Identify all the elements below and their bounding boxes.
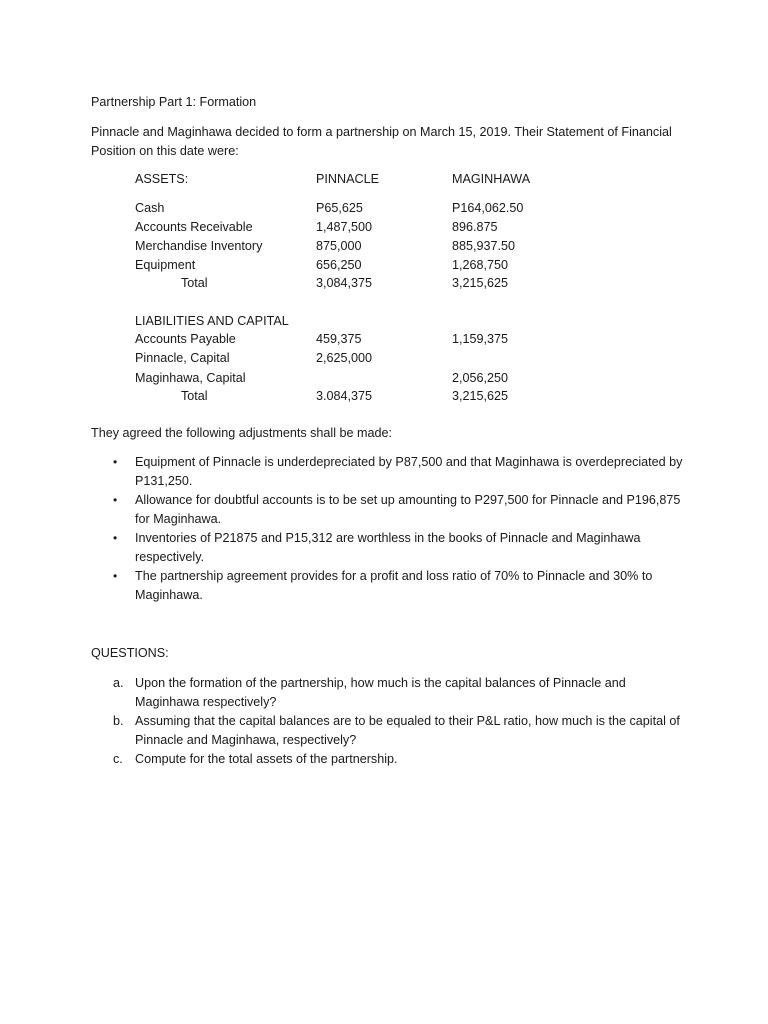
- asset-pinnacle-value: 875,000: [316, 239, 362, 253]
- adjustment-text: Allowance for doubtful accounts is to be set up amounting to P297,500 for Pinnacle and P196,875 for Maginhawa.: [135, 493, 681, 526]
- list-item: [91, 453, 691, 491]
- bullet-icon: •: [113, 493, 118, 507]
- asset-maginhawa-value: 1,268,750: [452, 258, 509, 272]
- asset-label: Merchandise Inventory: [135, 239, 263, 253]
- list-item: [91, 567, 691, 605]
- question-text: Assuming that the capital balances are to be equaled to their P&L ratio, how much is the capital of Pinnacle and Maginhawa, respectively?: [135, 714, 680, 747]
- liabilities-total-label: Total: [181, 389, 208, 403]
- liability-label: Accounts Payable: [135, 332, 236, 346]
- liability-pinnacle-value: 459,375: [316, 332, 362, 346]
- assets-header: ASSETS:: [135, 172, 189, 186]
- question-text: Upon the formation of the partnership, how much is the capital balances of Pinnacle and Maginhawa respectively?: [135, 676, 626, 709]
- asset-maginhawa-value: 885,937.50: [452, 239, 516, 253]
- question-marker: a.: [113, 676, 124, 690]
- adjustment-text: Equipment of Pinnacle is underdepreciated by P87,500 and that Maginhawa is overdepreciated by P131,250.: [135, 455, 683, 488]
- asset-pinnacle-value: P65,625: [316, 201, 363, 215]
- question-marker: c.: [113, 752, 123, 766]
- questions-list: [91, 674, 691, 769]
- list-item: [91, 750, 691, 769]
- list-item: [91, 712, 691, 750]
- liabilities-total-maginhawa: 3,215,625: [452, 389, 509, 403]
- liabilities-total-pinnacle: 3.084,375: [316, 389, 373, 403]
- question-marker: b.: [113, 714, 124, 728]
- pinnacle-header: PINNACLE: [316, 172, 379, 186]
- assets-total-pinnacle: 3,084,375: [316, 276, 373, 290]
- questions-heading: QUESTIONS:: [91, 646, 169, 660]
- intro-paragraph: Pinnacle and Maginhawa decided to form a partnership on March 15, 2019. Their Statement of Financial Position on this date were:: [91, 125, 672, 158]
- asset-label: Cash: [135, 201, 165, 215]
- list-item: [91, 674, 691, 712]
- assets-total-maginhawa: 3,215,625: [452, 276, 509, 290]
- liability-pinnacle-value: 2,625,000: [316, 351, 373, 365]
- liabilities-header: LIABILITIES AND CAPITAL: [135, 314, 289, 328]
- asset-pinnacle-value: 656,250: [316, 258, 362, 272]
- bullet-icon: •: [113, 455, 118, 469]
- list-item: [91, 491, 691, 529]
- list-item: [91, 529, 691, 567]
- maginhawa-header: MAGINHAWA: [452, 172, 531, 186]
- bullet-icon: •: [113, 531, 118, 545]
- asset-maginhawa-value: 896.875: [452, 220, 498, 234]
- asset-maginhawa-value: P164,062.50: [452, 201, 524, 215]
- adjustment-text: The partnership agreement provides for a profit and loss ratio of 70% to Pinnacle and 30% to Maginhawa.: [135, 569, 653, 602]
- asset-label: Equipment: [135, 258, 196, 272]
- document-title: Partnership Part 1: Formation: [91, 95, 257, 109]
- liability-label: Pinnacle, Capital: [135, 351, 230, 365]
- liability-maginhawa-value: 1,159,375: [452, 332, 509, 346]
- asset-label: Accounts Receivable: [135, 220, 253, 234]
- question-text: Compute for the total assets of the partnership.: [135, 752, 398, 766]
- adjustments-list: [91, 453, 691, 605]
- bullet-icon: •: [113, 569, 118, 583]
- adjustments-intro: They agreed the following adjustments shall be made:: [91, 426, 393, 440]
- liability-label: Maginhawa, Capital: [135, 371, 246, 385]
- assets-total-label: Total: [181, 276, 208, 290]
- adjustment-text: Inventories of P21875 and P15,312 are worthless in the books of Pinnacle and Maginhawa respectively.: [135, 531, 641, 564]
- asset-pinnacle-value: 1,487,500: [316, 220, 373, 234]
- liability-maginhawa-value: 2,056,250: [452, 371, 509, 385]
